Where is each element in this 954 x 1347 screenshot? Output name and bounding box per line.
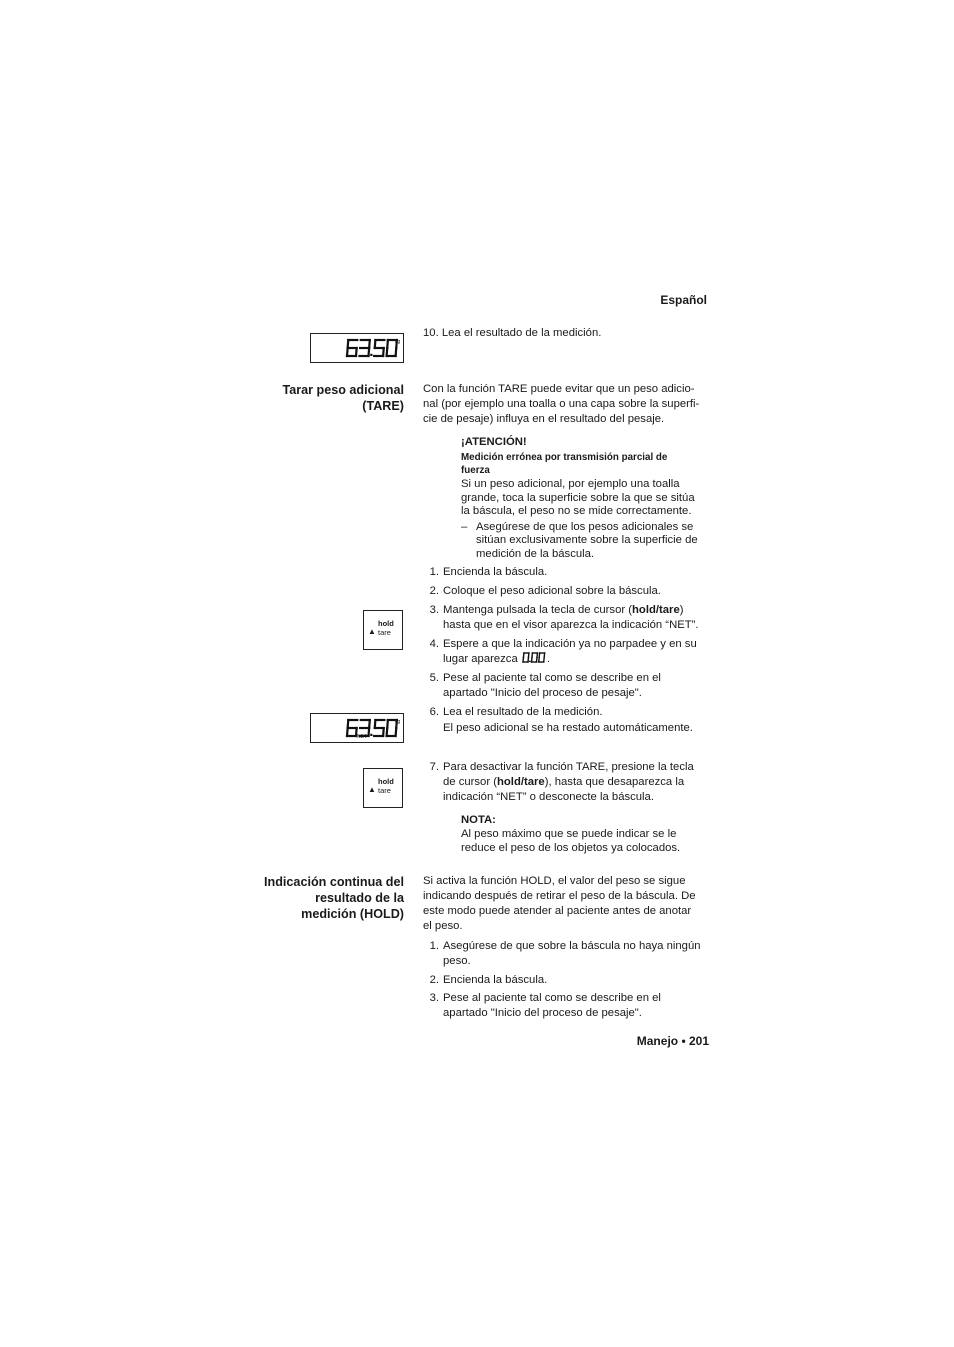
text-line: Espere a que la indicación ya no parpadee y en su: [443, 638, 697, 650]
text-line: Con la función TARE puede evitar que un peso adicio-: [423, 383, 695, 395]
text-line: Lea el resultado de la medición.: [443, 706, 603, 718]
unit-label: kg: [395, 719, 401, 725]
text-fragment: Mantenga pulsada la tecla de cursor (: [443, 604, 633, 616]
text-line: Pese al paciente tal como se describe en el: [443, 992, 661, 1004]
hold-step-1: [423, 939, 715, 969]
step-number: 7.: [429, 761, 439, 773]
step-text: [443, 991, 715, 1021]
tare-step-7: [423, 760, 715, 805]
tare-heading-line: Tarar peso adicional: [282, 383, 404, 397]
text-line: fuerza: [461, 465, 490, 476]
step-text: [443, 760, 715, 805]
page-footer: Manejo • 201: [636, 1034, 709, 1048]
tare-heading-line: (TARE): [362, 399, 404, 413]
note-box: [461, 813, 711, 855]
step-number: 1.: [429, 566, 439, 578]
hold-step-2: [423, 973, 715, 988]
tare-heading: [234, 382, 404, 414]
text-line: reduce el peso de los objetos ya colocados.: [461, 841, 681, 854]
key-name: hold/tare: [632, 604, 680, 616]
text-fragment: lugar aparezca: [443, 653, 521, 665]
step-text: Coloque el peso adicional sobre la báscula.: [443, 585, 661, 597]
hold-tare-key: [363, 768, 403, 808]
tare-intro: [423, 382, 713, 427]
net-label: NET: [357, 734, 367, 740]
step-text: [443, 705, 715, 736]
digit-3: [360, 340, 370, 356]
scale-display: [310, 333, 404, 363]
text-line: grande, toca la superficie sobre la que se sitúa: [461, 491, 695, 504]
key-label-tare: tare: [378, 786, 391, 795]
digit-6: [347, 340, 357, 356]
tare-step-3: [423, 603, 715, 633]
digit-0: [539, 653, 545, 662]
key-label-hold: hold: [378, 777, 394, 786]
step-text: Lea el resultado de la medición.: [441, 327, 602, 339]
hold-heading-line: medición (HOLD): [301, 907, 404, 921]
text-line: apartado "Inicio del proceso de pesaje".: [443, 687, 642, 699]
text-line: apartado "Inicio del proceso de pesaje".: [443, 1007, 642, 1019]
tare-step-2: [423, 584, 715, 599]
text-line: sitúan exclusivamente sobre la superficie de: [476, 534, 698, 546]
text-line: indicación “NET” o desconecte la báscula.: [443, 791, 654, 803]
warning-bullet: [461, 521, 711, 562]
text-fragment: .: [546, 653, 551, 665]
text-line: Pese al paciente tal como se describe en el: [443, 672, 661, 684]
zero-display-digits: [521, 652, 547, 664]
warning-box: [461, 435, 711, 561]
text-line: Al peso máximo que se puede indicar se le: [461, 828, 677, 840]
hold-heading: [234, 874, 404, 922]
step-number: 6.: [429, 706, 439, 718]
step-number: 3.: [429, 604, 439, 616]
text-line: cie de pesaje) influya en el resultado del pesaje.: [423, 413, 665, 425]
text-fragment: ), hasta que desaparezca la: [544, 776, 685, 788]
decimal-point: [529, 661, 530, 662]
text-line: medición de la báscula.: [476, 547, 595, 560]
hold-intro: [423, 874, 713, 934]
step-10: [423, 326, 715, 341]
step-text: [443, 939, 715, 969]
step-number: 4.: [429, 638, 439, 650]
step-text: [443, 671, 715, 701]
digit-5: [374, 340, 384, 356]
text-line: indicando después de retirar el peso de la báscula. De: [423, 890, 696, 902]
text-line: Si activa la función HOLD, el valor del peso se sigue: [423, 875, 686, 887]
step-number: 3.: [429, 992, 439, 1004]
warning-subtitle: [461, 451, 711, 477]
arrow-up-icon: ▲: [368, 627, 376, 636]
step-number: 10.: [423, 327, 439, 339]
key-name: hold/tare: [497, 776, 545, 788]
key-label-hold: hold: [378, 619, 394, 628]
digit-5: [374, 720, 384, 736]
text-line: – Asegúrese de que los pesos adicionales se: [476, 520, 694, 533]
key-label-tare: tare: [378, 628, 391, 637]
unit-label: kg: [395, 339, 401, 345]
scale-display-net: [310, 713, 404, 743]
text-fragment: de cursor (: [443, 776, 497, 788]
step-text: Encienda la báscula.: [443, 974, 548, 986]
step-number: 2.: [429, 585, 439, 597]
text-line: Medición errónea por transmisión parcial de: [461, 452, 668, 463]
text-line: Para desactivar la función TARE, presione la tecla: [443, 761, 694, 773]
text-line: hasta que en el visor aparezca la indicación “NET”.: [443, 619, 699, 631]
warning-title: ¡ATENCIÓN!: [461, 436, 527, 448]
digit-0: [523, 653, 529, 662]
text-line: peso.: [443, 955, 471, 967]
text-line: Asegúrese de que sobre la báscula no haya ningún: [443, 940, 701, 952]
arrow-up-icon: ▲: [368, 785, 376, 794]
digit-0: [531, 653, 537, 662]
hold-tare-key: [363, 610, 403, 650]
hold-step-3: [423, 991, 715, 1021]
tare-step-4: [423, 637, 715, 667]
text-line: nal (por ejemplo una toalla o una capa sobre la superfi-: [423, 398, 700, 410]
step-text: [443, 637, 715, 667]
tare-step-5: [423, 671, 715, 701]
tare-step-6: [423, 705, 715, 736]
text-fragment: ): [679, 604, 684, 616]
language-label: Español: [660, 293, 707, 307]
text-line: la báscula, el peso no se mide correctamente.: [461, 505, 692, 517]
hold-heading-line: Indicación continua del: [264, 875, 404, 889]
text-line: este modo puede atender al paciente antes de anotar: [423, 905, 692, 917]
digit-6: [347, 720, 357, 736]
step-number: 1.: [429, 940, 439, 952]
decimal-point: [370, 354, 372, 356]
tare-step-1: [423, 565, 715, 580]
step-number: 2.: [429, 974, 439, 986]
note-title: NOTA:: [461, 814, 496, 826]
text-line: El peso adicional se ha restado automáticamente.: [443, 722, 693, 734]
warning-body: [461, 478, 711, 519]
step-number: 5.: [429, 672, 439, 684]
step-text: Encienda la báscula.: [443, 566, 548, 578]
decimal-point: [370, 734, 372, 736]
text-line: Si un peso adicional, por ejemplo una toalla: [461, 478, 680, 490]
text-line: el peso.: [423, 920, 463, 932]
display-digits: [311, 334, 403, 362]
hold-heading-line: resultado de la: [315, 891, 404, 905]
step-text: [443, 603, 715, 633]
